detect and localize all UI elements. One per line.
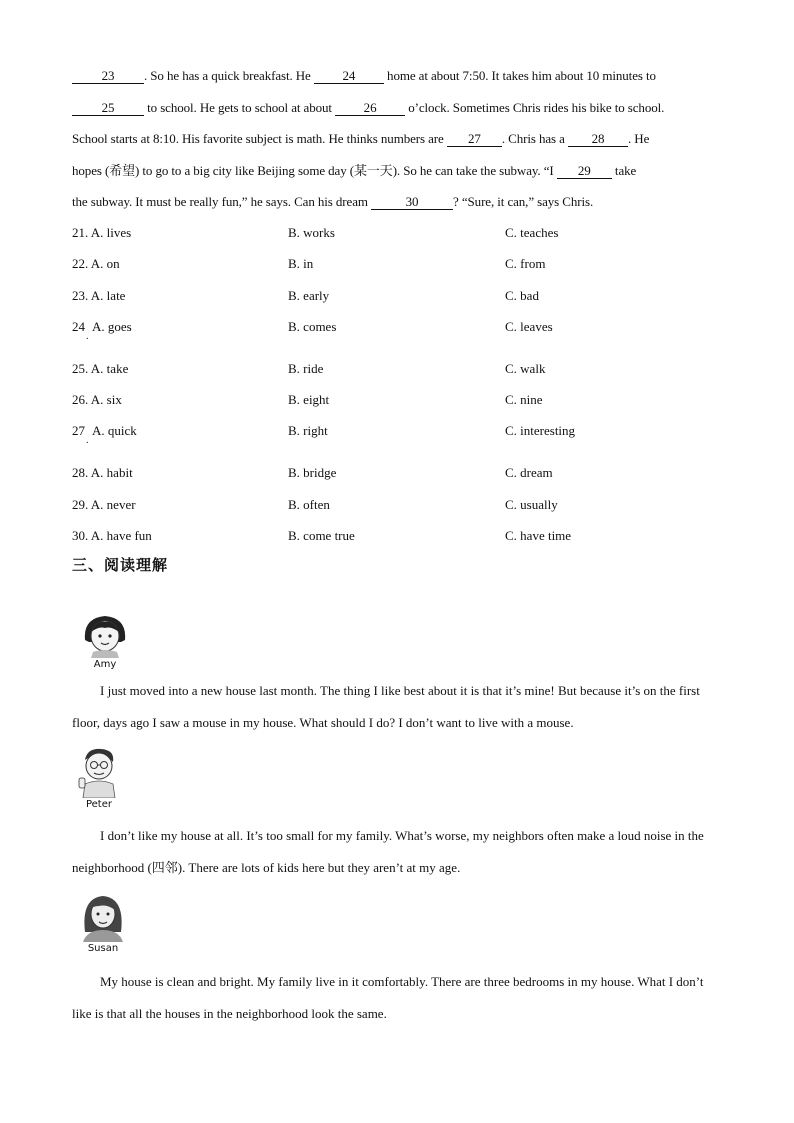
option-c: C. usually (505, 496, 558, 512)
option-b: B. often (288, 496, 330, 512)
option-b: B. eight (288, 392, 330, 408)
susan-text: My house is clean and bright. My family live in it comfortably. There are three bedrooms in my house. What I don’t like is that all the houses in the neighborhood look the same. (72, 974, 704, 1021)
option-row (72, 384, 722, 415)
option-row (72, 415, 722, 457)
option-c: C. interesting (505, 423, 576, 439)
option-c: C. have time (505, 528, 572, 544)
option-a: 27 A. quick (72, 423, 137, 439)
girl-avatar-icon (77, 612, 133, 658)
blank-26: 26 (335, 101, 405, 116)
passage-text: . So he has a quick breakfast. He (144, 68, 314, 83)
blank-28: 28 (568, 132, 628, 147)
cloze-passage (72, 60, 722, 218)
option-a: 24 A. goes (72, 318, 132, 334)
option-row (72, 311, 722, 353)
passage-text: . Chris has a (501, 131, 568, 146)
option-b: B. bridge (288, 465, 337, 481)
blank-24: 24 (314, 69, 384, 84)
option-b: B. early (288, 287, 330, 303)
passage-line (72, 186, 722, 218)
blank-27: 27 (447, 132, 502, 147)
option-row (72, 217, 722, 248)
option-row (72, 489, 722, 520)
avatar-name: Peter (85, 799, 112, 810)
passage-line (72, 60, 722, 92)
option-b: B. in (288, 256, 314, 272)
option-c: C. dream (505, 465, 553, 481)
option-row (72, 248, 722, 279)
option-b: B. right (288, 423, 328, 439)
answer-options (72, 217, 722, 551)
option-b: B. comes (288, 318, 337, 334)
blank-23: 23 (72, 69, 144, 84)
blank-29: 29 (557, 164, 612, 179)
passage-line (72, 123, 722, 155)
passage-text: . He (627, 131, 650, 146)
option-c: C. nine (505, 392, 543, 408)
passage-text: to school. He gets to school at about (144, 99, 336, 115)
passage-line (72, 92, 722, 124)
peter-text: I don’t like my house at all. It’s too small for my family. What’s worse, my neighbors often make a loud noise in the neighborhood (四邻). There are lots of kids here but they aren’t at my age. (72, 828, 704, 875)
option-c: C. bad (505, 287, 539, 303)
avatar-susan (72, 892, 134, 955)
boy-avatar-icon (71, 746, 127, 798)
passage-text: take (611, 162, 637, 178)
stray-dot: . (86, 330, 89, 342)
passage-text: home at about 7:50. It takes him about 10 minutes to (383, 68, 656, 83)
option-b: B. come true (288, 528, 355, 544)
passage-text: School starts at 8:10. His favorite subject is math. He thinks numbers are (72, 131, 447, 146)
passage-text: o’clock. Sometimes Chris rides his bike to school. (405, 99, 665, 115)
avatar-amy (74, 612, 136, 671)
section-title: 三、阅读理解 (72, 556, 169, 574)
blank-25: 25 (72, 101, 144, 116)
option-c: C. leaves (505, 318, 553, 334)
passage-text: the subway. It must be really fun,” he says. Can his dream (72, 194, 372, 209)
option-a: 25. A. take (72, 360, 129, 376)
woman-avatar-icon (75, 892, 131, 942)
option-row (72, 520, 722, 551)
option-a: 29. A. never (72, 496, 136, 512)
option-a: 28. A. habit (72, 465, 133, 481)
avatar-name: Susan (87, 943, 119, 954)
option-c: C. from (505, 256, 546, 272)
option-a: 22. A. on (72, 256, 120, 272)
option-a: 21. A. lives (72, 225, 132, 240)
option-row (72, 353, 722, 384)
option-c: C. walk (505, 360, 546, 376)
avatar-name: Amy (93, 659, 117, 670)
option-row (72, 457, 722, 488)
avatar-peter (68, 746, 130, 811)
stray-dot: . (86, 435, 89, 447)
option-b: B. works (288, 225, 335, 240)
option-b: B. ride (288, 360, 324, 376)
passage-text: ? “Sure, it can,” says Chris. (453, 194, 594, 209)
option-a: 30. A. have fun (72, 528, 152, 544)
passage-text: hopes (希望) to go to a big city like Beijing some day (某一天). So he can take the subway. “I (72, 162, 557, 178)
passage-line (72, 155, 722, 187)
option-c: C. teaches (505, 225, 559, 240)
option-a: 26. A. six (72, 392, 122, 408)
option-a: 23. A. late (72, 287, 126, 303)
amy-text: I just moved into a new house last month. The thing I like best about it is that it’s mine! But because it’s on the first floor, days ago I saw a mouse in my house. What should I do? I don’t want to live with a mouse. (72, 683, 700, 730)
option-row (72, 280, 722, 311)
blank-30: 30 (371, 195, 453, 210)
